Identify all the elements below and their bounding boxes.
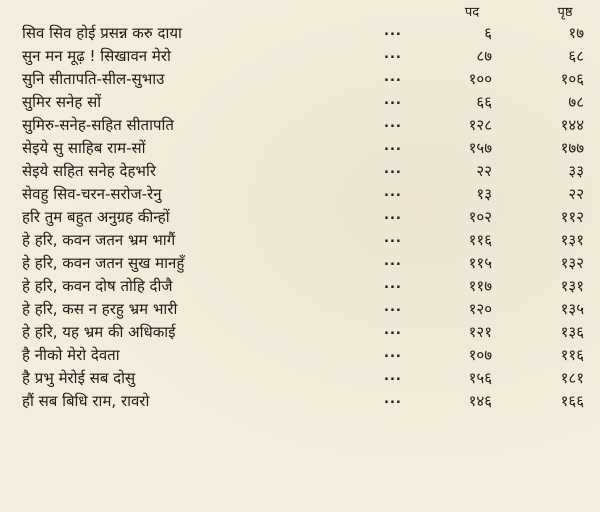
entry-leader-dots: ... [384,162,402,177]
entry-page-number: १०६ [560,70,584,88]
entry-title: हे हरि, कस न हरहु भ्रम भारी [22,300,178,318]
entry-page-number: ३३ [568,162,584,180]
entry-title: सेइये सु साहिब राम-सों [22,139,146,157]
entry-page-number: १३५ [560,300,584,318]
index-entry [0,206,600,229]
entry-page-number: १३६ [560,323,584,341]
entry-leader-dots: ... [384,139,402,154]
entry-pad-number: १५६ [468,369,492,387]
index-entry [0,137,600,160]
entry-title: सुन मन मूढ़ ! सिखावन मेरो [22,47,171,65]
entry-pad-number: १४६ [468,392,492,410]
entry-pad-number: १०७ [468,346,492,364]
index-entry [0,114,600,137]
entry-title: हौं सब बिधि राम, रावरो [22,392,150,410]
entry-title: है प्रभु मेरोई सब दोसु [22,369,136,387]
entry-leader-dots: ... [384,323,402,338]
entry-title: हरि तुम बहुत अनुग्रह कीन्हों [22,208,170,226]
index-entry [0,91,600,114]
entry-title: हे हरि, कवन दोष तोहि दीजै [22,277,173,295]
index-entry [0,229,600,252]
entry-leader-dots: ... [384,346,402,361]
entry-pad-number: १२८ [468,116,492,134]
entry-pad-number: १०० [468,70,492,88]
entry-leader-dots: ... [384,116,402,131]
entry-leader-dots: ... [384,185,402,200]
index-entry [0,367,600,390]
entry-title: हे हरि, यह भ्रम की अधिकाई [22,323,176,341]
index-entry [0,183,600,206]
entry-page-number: ६८ [568,47,584,65]
index-entry [0,160,600,183]
entry-leader-dots: ... [384,369,402,384]
entry-pad-number: १०२ [468,208,492,226]
index-entry [0,321,600,344]
index-entry [0,252,600,275]
entry-page-number: २२ [568,185,584,203]
entry-title: है नीको मेरो देवता [22,346,120,364]
entry-page-number: १८१ [560,369,584,387]
entry-title: सुमिरु-सनेह-सहित सीतापति [22,116,174,134]
entry-pad-number: ११५ [468,254,492,272]
entry-pad-number: १२० [468,300,492,318]
entry-leader-dots: ... [384,93,402,108]
entry-pad-number: ११६ [468,231,492,249]
index-entry [0,390,600,413]
index-entry [0,298,600,321]
entry-leader-dots: ... [384,70,402,85]
index-entry [0,68,600,91]
column-header [0,2,600,20]
entry-page-number: १३१ [560,277,584,295]
entry-page-number: १३२ [560,254,584,272]
entry-title: सेइये सहित सनेह देहभरि [22,162,156,180]
entry-pad-number: ६६ [476,93,492,111]
index-entry [0,275,600,298]
entry-leader-dots: ... [384,254,402,269]
entry-leader-dots: ... [384,24,402,39]
entry-pad-number: १३ [476,185,492,203]
entry-title: सिव सिव होई प्रसन्न करु दाया [22,24,182,42]
index-entry [0,344,600,367]
entry-leader-dots: ... [384,392,402,407]
index-list [0,22,600,413]
entry-page-number: ७८ [568,93,584,111]
entry-title: सुमिर सनेह सों [22,93,102,111]
entry-leader-dots: ... [384,208,402,223]
entry-pad-number: १२१ [468,323,492,341]
entry-leader-dots: ... [384,277,402,292]
entry-title: सेवहु सिव-चरन-सरोज-रेनु [22,185,162,203]
entry-page-number: १७ [568,24,584,42]
page-column-label: पृष्ठ [557,5,573,20]
entry-leader-dots: ... [384,300,402,315]
pad-column-label: पद [464,5,480,20]
entry-page-number: ११६ [560,346,584,364]
entry-pad-number: १५७ [468,139,492,157]
entry-title: हे हरि, कवन जतन सुख मानहुँ [22,254,185,272]
entry-pad-number: ८७ [476,47,492,65]
entry-page-number: १७७ [560,139,584,157]
entry-leader-dots: ... [384,47,402,62]
entry-leader-dots: ... [384,231,402,246]
entry-title: हे हरि, कवन जतन भ्रम भागैं [22,231,176,249]
entry-pad-number: ११७ [468,277,492,295]
entry-pad-number: ६ [484,24,492,42]
entry-page-number: १४४ [560,116,584,134]
index-entry [0,45,600,68]
entry-title: सुनि सीतापति-सील-सुभाउ [22,70,165,88]
entry-page-number: १६६ [560,392,584,410]
entry-pad-number: २२ [476,162,492,180]
entry-page-number: ११२ [560,208,584,226]
entry-page-number: १३१ [560,231,584,249]
index-entry [0,22,600,45]
